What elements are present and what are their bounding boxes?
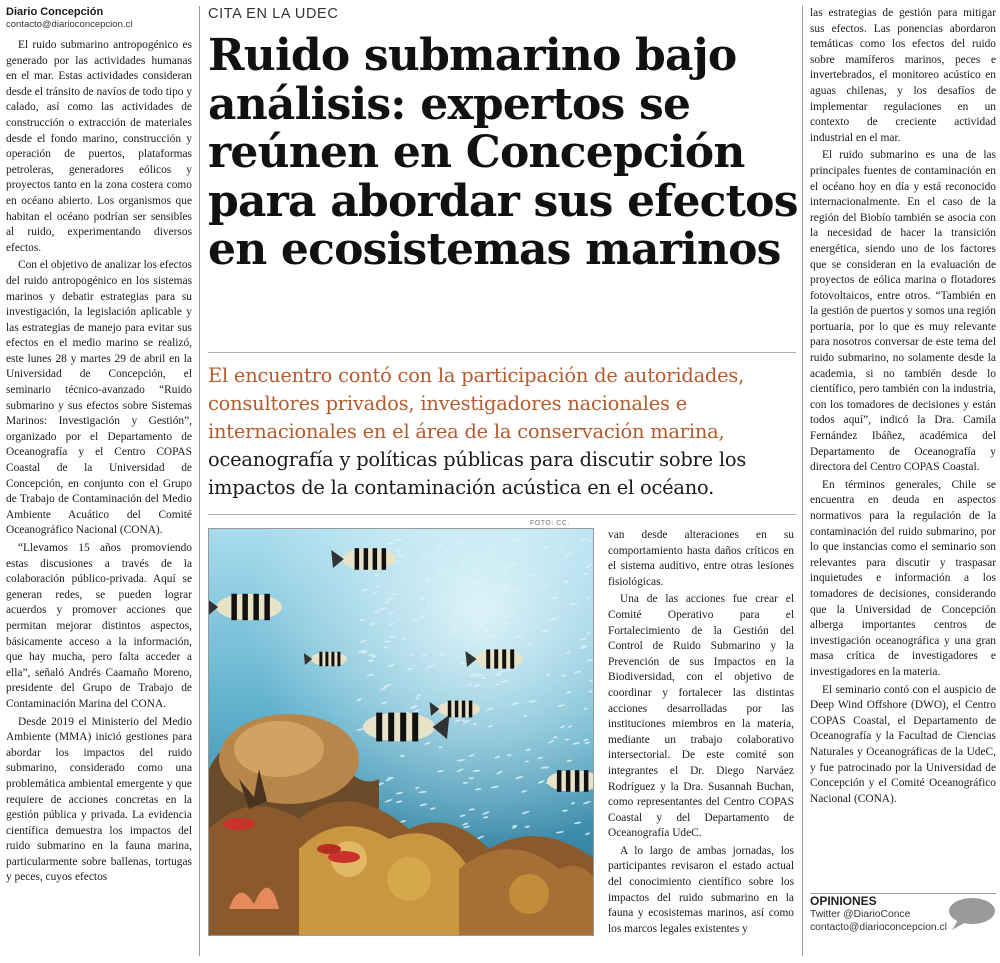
reef-fish-illustration	[209, 529, 594, 936]
paragraph: El ruido submarino antropogénico es generado por las actividades humanas en el mar. Estas actividades consideran desde el tránsito de navíos de todo tipo y calado, así como las actividades de construcción o extracción de materiales desde el fondo marino, construcción y operación de puertos, plataformas petroleras, generadores eólicos y proyectos tanto en la zona costera como en océano abierto. Los organismos que habitan el océano podrían ser sensibles al ruido, experimentando diversos efectos.	[6, 39, 193, 254]
paragraph: Desde 2019 el Ministerio del Medio Ambiente (MMA) inició gestiones para abordar los impactos del ruido submarino, considerado como una problemática ambiental emergente y que requiere de acciones concretas en la gestión pública y privada. La evidencia científica demuestra los impactos del ruido submarino en la fauna marina, particularmente sobre ballenas, tortugas y peces, cuyos efectos	[6, 715, 192, 884]
opiniones-label: OPINIONES	[810, 894, 877, 908]
deck-divider	[208, 352, 796, 353]
speech-bubble-icon	[946, 896, 996, 932]
paragraph: El ruido submarino es una de las principales fuentes de contaminación en el océano hoy en día y está reconocido internacionalmente. En el caso de la región del Biobío también se asocia con la necesidad de hacer la transición energética, siendo uno de los factores que se consideran en la evaluación de proyectos de eólica marina o flotadores fotovoltaicos, entre otros. “También en la gestión de puertos y somos una región portuaria, por lo que es muy relevante para nosotros conversar de este tema del ruido submarino, no solamente desde la academia, si no también desde lo científico, pero también con la industria, con los tomadores de decisiones y están todos aquí”, indicó la Dra. Camila Fernández Ibáñez, académica del Departamento de Oceanografía y directora del Centro COPAS Coastal.	[810, 149, 996, 474]
paragraph: El seminario contó con el auspicio de Deep Wind Offshore (DWO), el Centro COPAS Coastal, el Departamento de Oceanografía y la Facultad de Ciencias Naturales y Oceanográficas de la UdeC, y fue patrocinado por la Universidad de Concepción y el Comité Oceanográfico Nacional (CONA).	[810, 683, 996, 805]
paragraph: van desde alteraciones en su comportamiento hasta daños críticos en el sistema auditivo, entre otras lesiones fisiológicas.	[608, 529, 794, 588]
paragraph: “Llevamos 15 años promoviendo estas discusiones a través de la colaboración público-privada. Aquí se generan redes, se pueden lograr acuerdos y promover acciones que permitan mejorar distintos aspectos, básicamente acceso a la información, que hay mucha, pero falta acceder a ella”, señaló Andrés Caamaño Moreno, presidente del Grupo de Trabajo de Contaminación Marina del CONA.	[6, 542, 192, 710]
article-headline	[208, 32, 798, 275]
paragraph: las estrategias de gestión para mitigar sus efectos. Las ponencias abordaron temáticas como los efectos del ruido sobre mamíferos marinos, peces e invertebrados, el monitoreo acústico en aguas chilenas, y los desafíos de implementar regulaciones en un contexto de creciente actividad industrial en el mar.	[810, 7, 996, 144]
body-column-middle	[608, 528, 794, 939]
photo-credit: FOTO: CC.	[530, 520, 570, 527]
paragraph: A lo largo de ambas jornadas, los participantes revisaron el estado actual del conocimiento científico sobre los impactos del ruido submarino en la fauna y ecosistemas marinos, así como los marcos legales existentes y	[608, 844, 794, 935]
paragraph: En términos generales, Chile se encuentra en deuda en aspectos normativos para la regulación de la contaminación del ruido submarino, por lo que instancias como el seminario son relevantes para discutir y traspasar inquietudes e información a los tomadores de decisiones, considerando que la Universidad de Concepción alberga importantes centros de investigación oceanográfica y una gran masa crítica de investigadores e investigadores en la materia.	[810, 478, 996, 678]
deck-plain: oceanografía y políticas públicas para discutir sobre los impactos de la contaminación acústica en el océano.	[208, 448, 747, 499]
deck-divider-bottom	[208, 514, 796, 515]
paragraph: Una de las acciones fue crear el Comité Operativo para el Fortalecimiento de la Gestión del Control de Ruido Submarino y la Prevención de sus Impactos en la Biodiversidad, con el objetivo de coordinar y fortalecer las distintas acciones desarrolladas por las instituciones miembros en la materia, mediante un trabajo colaborativo intersectorial. De este comité son integrantes el Dr. Diego Narváez Rodríguez y la Dra. Susannah Buchan, como representantes del Centro COPAS Coastal y del Departamento de Oceanografía UdeC.	[608, 593, 794, 840]
opiniones-twitter[interactable]: Twitter @DiarioConce	[810, 909, 911, 920]
newspaper-email[interactable]: contacto@diarioconcepcion.cl	[6, 19, 133, 30]
red-fish	[223, 818, 255, 830]
article-deck	[208, 362, 798, 502]
headline-bold: Ruido submarino bajo análisis:	[208, 30, 737, 130]
masthead	[6, 6, 192, 31]
article-photo	[208, 528, 594, 936]
headline-rest: expertos se reúnen en Concepción para abordar sus efectos en ecosistemas marinos	[208, 78, 798, 275]
body-column-left	[6, 38, 192, 888]
column-divider-right	[802, 6, 803, 956]
column-divider-left	[199, 6, 200, 956]
body-column-right	[810, 6, 996, 809]
deck-accent: El encuentro contó con la participación de autoridades, consultores privados, investigadores nacionales e internacionales en el área de la conservación marina,	[208, 364, 745, 443]
newspaper-name: Diario Concepción	[6, 6, 104, 18]
paragraph: Con el objetivo de analizar los efectos del ruido antropogénico en los sistemas marinos y debatir estrategias para su investigación, la legislación aplicable y las estrategias de manejo para evitar sus efectos en el medio marino se realizó, este lunes 28 y martes 29 de abril en la Universidad de Concepción, el seminario técnico-avanzado “Ruido submarino y sus efectos sobre Sistemas Marinos: Investigación y Gestión”, organizado por el Departamento de Oceanografía y el Centro COPAS Coastal de la Universidad de Concepción, en conjunto con el Grupo de Trabajo de Contaminación del Medio Ambiente Acuático del Comité Oceanográfico Nacional (CONA).	[6, 259, 192, 537]
opiniones-email[interactable]: contacto@diarioconcepcion.cl	[810, 922, 947, 933]
red-fish	[317, 844, 341, 854]
section-kicker: CITA EN LA UDEC	[208, 6, 339, 22]
